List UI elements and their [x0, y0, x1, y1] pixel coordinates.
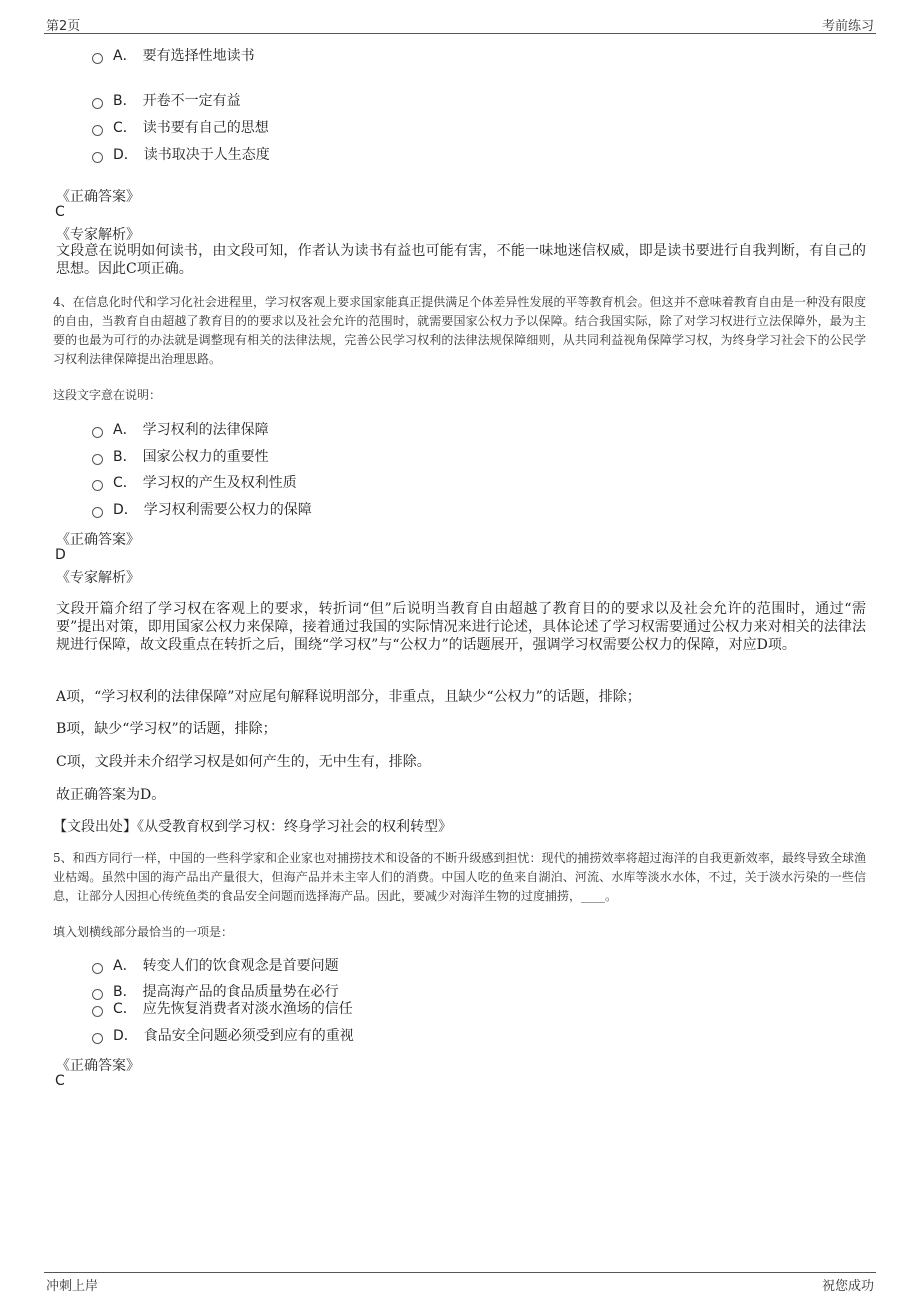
radio-icon[interactable] — [92, 152, 103, 163]
option-letter: D． — [113, 147, 138, 163]
option-letter: C． — [113, 120, 137, 136]
q4-conclusion: 故正确答案为D。 — [56, 787, 166, 803]
option-letter: A． — [113, 48, 137, 64]
radio-icon[interactable] — [92, 53, 103, 64]
footer-left-text: 冲刺上岸 — [46, 1279, 99, 1294]
q4-answer-label: 《正确答案》 — [56, 532, 140, 548]
q5-option-d[interactable] — [92, 1025, 354, 1045]
q4-option-c[interactable] — [92, 472, 297, 492]
radio-icon[interactable] — [92, 480, 103, 491]
q4-text: 4、在信息化时代和学习化社会进程里，学习权客观上要求国家能真正提供满足个体差异性发展的平等教育机会。但这并不意味着教育自由是一种没有限度的自由，当教育自由超越了教育目的的要求以及社会允许的范围时，就需要国家公权力予以保障。结合我国实际，除了对学习权进行立法保障外，最为主要的也最为可行的办法就是调整现有相关的法律法规，完善公民学习权利的法律法规保障细则，从共同利益视角保障学习权，为终身学习社会下的公民学习权利法律保障提出治理思路。 — [53, 295, 866, 366]
q4-analysis: 文段开篇介绍了学习权在客观上的要求，转折词“但”后说明当教育自由超越了教育目的的要求以及社会允许的范围时，通过“需要”提出对策，即用国家公权力来保障，接着通过我国的实际情况来进行论述，具体论述了学习权需要通过公权力来对相关的法律法规进行保障，故文段重点在转折之后，围绕“学习权”与“公权力”的话题展开，强调学习权需要公权力的保障，对应D项。 — [56, 601, 866, 653]
footer-right-text: 祝您成功 — [821, 1279, 874, 1294]
q3-option-c[interactable] — [92, 117, 269, 137]
page-header — [44, 15, 876, 34]
option-text: 开卷不一定有益 — [142, 93, 241, 109]
q3-option-d[interactable] — [92, 144, 270, 164]
page-footer — [44, 1272, 876, 1294]
q3-analysis: 文段意在说明如何读书，由文段可知，作者认为读书有益也可能有害，不能一味地迷信权威，即是读书要进行自我判断，有自己的思想。因此C项正确。 — [56, 243, 866, 277]
option-letter: A． — [113, 422, 137, 438]
radio-icon[interactable] — [92, 454, 103, 465]
radio-icon[interactable] — [92, 507, 103, 518]
q4-prompt: 这段文字意在说明： — [53, 388, 162, 402]
option-letter: B． — [113, 449, 137, 465]
option-text: 应先恢复消费者对淡水渔场的信任 — [142, 1001, 353, 1017]
q3-analysis-label: 《专家解析》 — [56, 227, 140, 243]
option-text: 学习权利的法律保障 — [142, 422, 269, 438]
option-text: 提高海产品的食品质量势在必行 — [142, 984, 339, 1000]
option-letter: C． — [113, 475, 137, 491]
option-text: 学习权利需要公权力的保障 — [143, 502, 312, 518]
q5-text: 5、和西方同行一样，中国的一些科学家和企业家也对捕捞技术和设备的不断升级感到担忧：现代的捕捞效率将超过海洋的自我更新效率，最终导致全球渔业枯竭。虽然中国的海产品出产量很大，但海产品并未主宰人们的消费。中国人吃的鱼来自湖泊、河流、水库等淡水水体，不过，关于淡水污染的一些信息，让部分人因担心传统鱼类的食品安全问题而选择海产品。因此，要减少对海洋生物的过度捕捞，____。 — [53, 851, 866, 903]
radio-icon[interactable] — [92, 427, 103, 438]
radio-icon[interactable] — [92, 1033, 103, 1044]
q3-answer: C — [55, 204, 65, 220]
q4-option-a[interactable] — [92, 419, 269, 439]
q4-option-a-note: A项，“学习权利的法律保障”对应尾句解释说明部分，非重点，且缺少“公权力”的话题，排除； — [56, 689, 641, 705]
q5-answer-label: 《正确答案》 — [56, 1058, 140, 1074]
q4-option-c-note: C项，文段并未介绍学习权是如何产生的，无中生有，排除。 — [56, 754, 431, 770]
option-letter: D． — [113, 1028, 138, 1044]
radio-icon[interactable] — [92, 963, 103, 974]
option-letter: B． — [113, 984, 137, 1000]
header-title: 考前练习 — [821, 19, 874, 34]
option-text: 读书取决于人生态度 — [143, 147, 270, 163]
option-text: 食品安全问题必须受到应有的重视 — [143, 1028, 354, 1044]
radio-icon[interactable] — [92, 125, 103, 136]
option-letter: C． — [113, 1001, 137, 1017]
q4-option-d[interactable] — [92, 499, 312, 519]
q4-analysis-label: 《专家解析》 — [56, 570, 140, 586]
q4-option-b[interactable] — [92, 446, 269, 466]
radio-icon[interactable] — [92, 1006, 103, 1017]
option-text: 学习权的产生及权利性质 — [142, 475, 297, 491]
q4-answer: D — [55, 547, 66, 563]
page-number-label: 第2页 — [46, 19, 81, 34]
option-text: 国家公权力的重要性 — [142, 449, 269, 465]
option-letter: B． — [113, 93, 137, 109]
q5-option-c[interactable] — [92, 998, 353, 1018]
q5-prompt: 填入划横线部分最恰当的一项是： — [53, 925, 234, 939]
q4-option-b-note: B项，缺少“学习权”的话题，排除； — [56, 721, 277, 737]
q3-option-a[interactable] — [92, 45, 255, 65]
q4-source: 【文段出处】《从受教育权到学习权：终身学习社会的权利转型》 — [53, 819, 452, 835]
page-number: 2 — [59, 19, 68, 34]
option-text: 转变人们的饮食观念是首要问题 — [142, 958, 339, 974]
option-letter: A． — [113, 958, 137, 974]
q5-option-a[interactable] — [92, 955, 339, 975]
option-text: 要有选择性地读书 — [142, 48, 255, 64]
option-letter: D． — [113, 502, 138, 518]
radio-icon[interactable] — [92, 98, 103, 109]
q3-option-b[interactable] — [92, 90, 241, 110]
q3-answer-label: 《正确答案》 — [56, 189, 140, 205]
q5-answer: C — [55, 1073, 65, 1089]
option-text: 读书要有自己的思想 — [142, 120, 269, 136]
